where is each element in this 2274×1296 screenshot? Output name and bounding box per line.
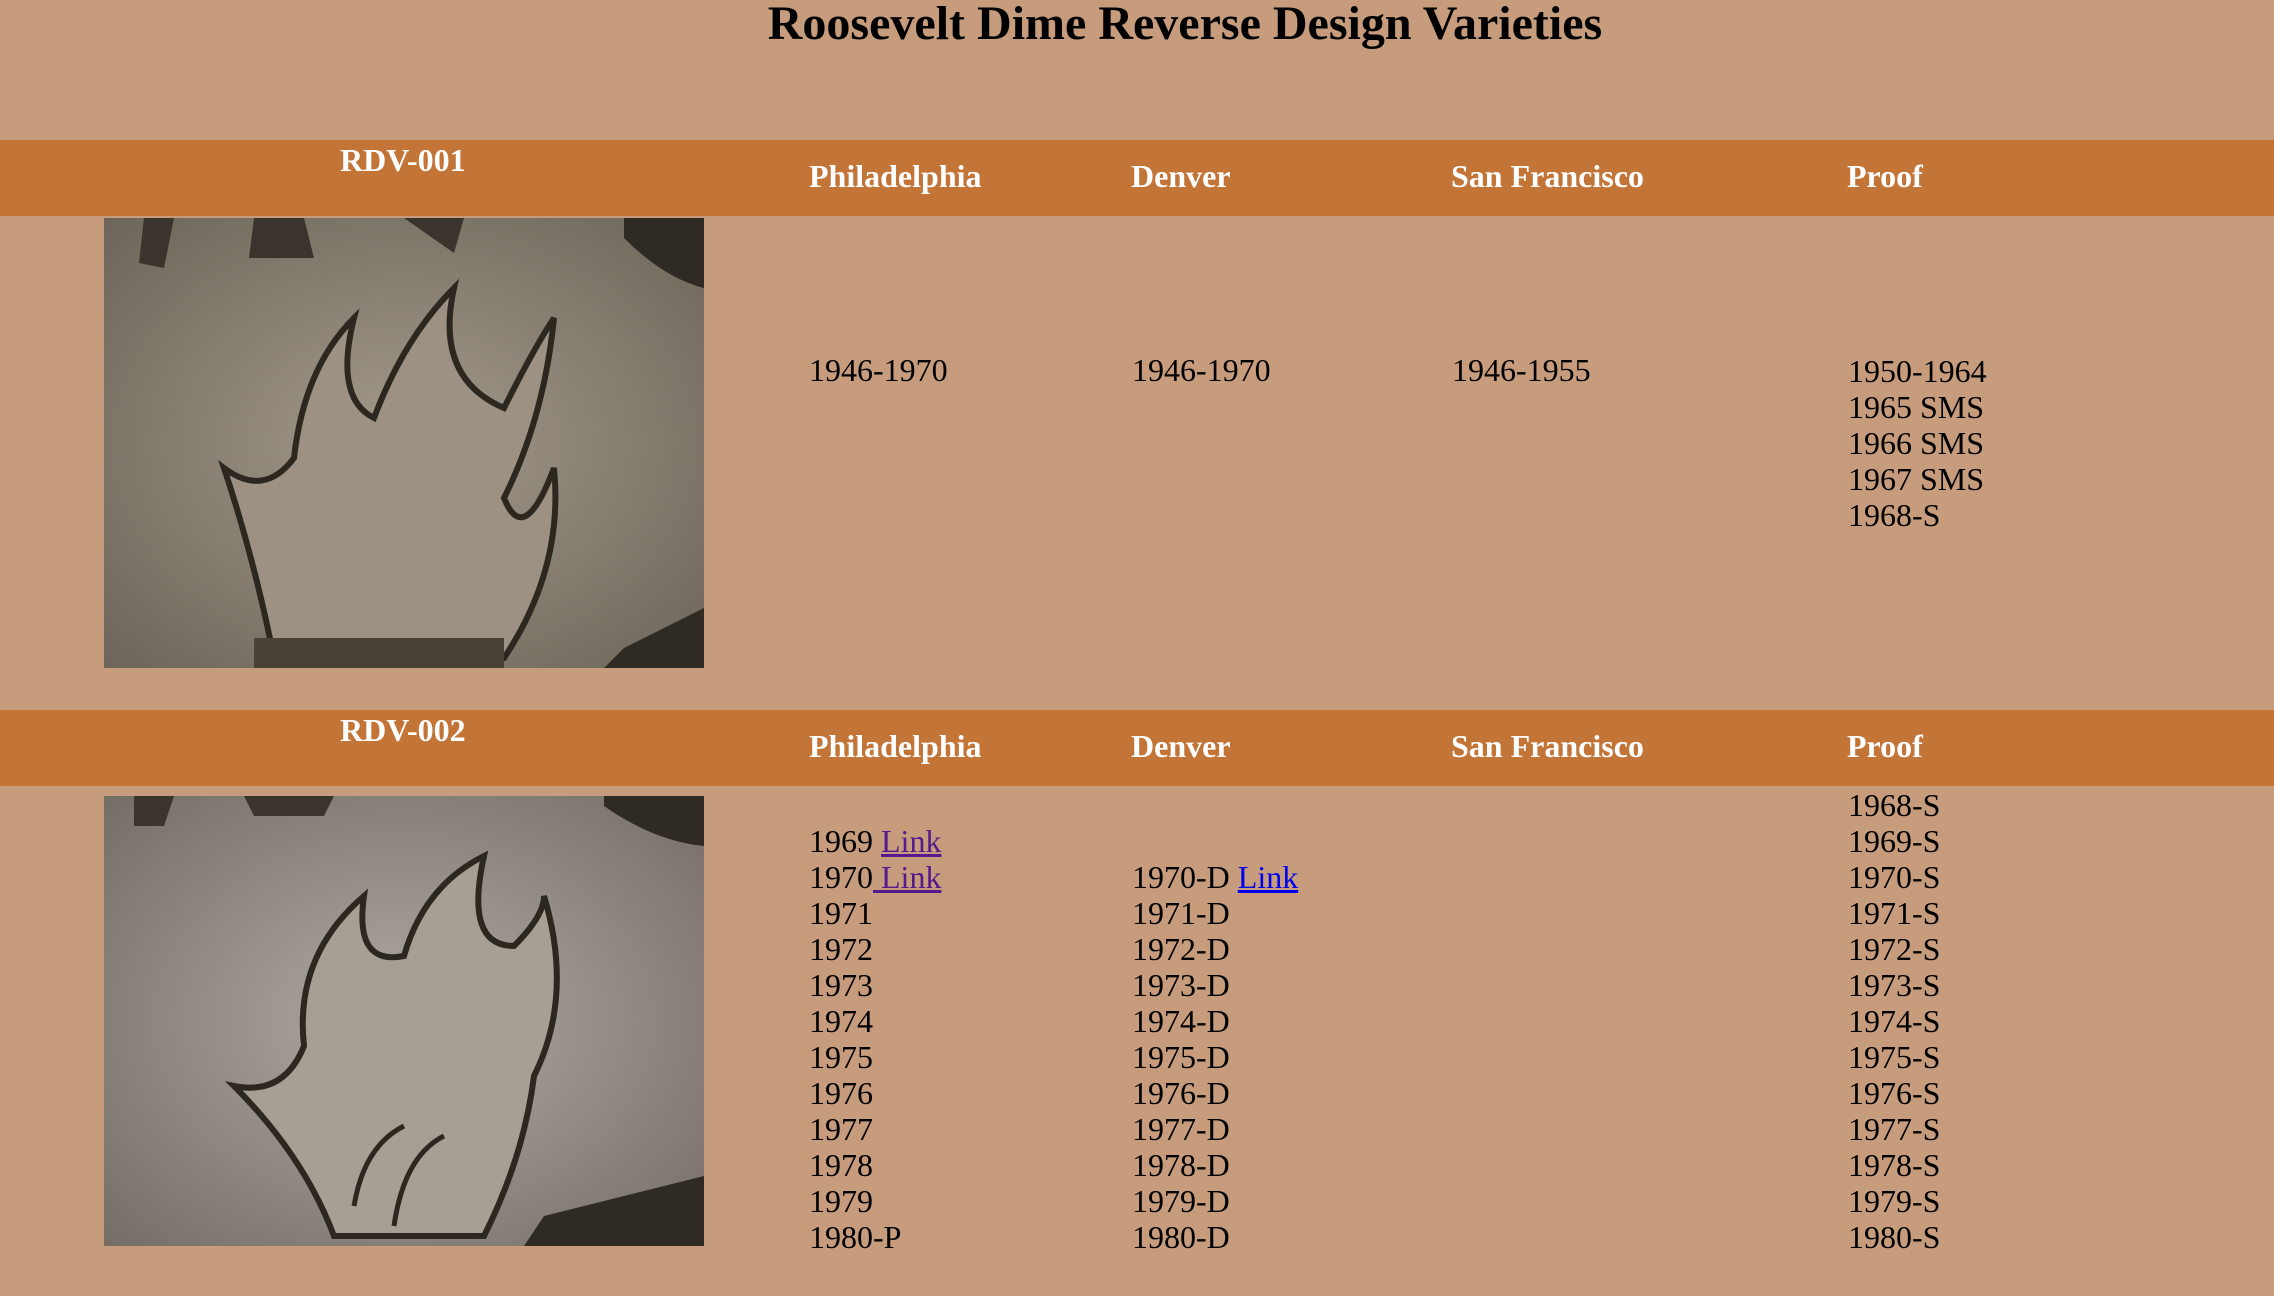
list-item: 1971-D [1132,895,1230,931]
list-item: 1980-P [809,1219,902,1255]
list-item: 1979-S [1848,1183,1941,1219]
list-item: 1975 [809,1039,873,1075]
section-header-rdv-002 [0,710,2274,786]
col-head-proof: Proof [1847,728,1923,764]
list-item: 1974-D [1132,1003,1230,1039]
variety-id: RDV-001 [340,142,466,178]
list-item: 1977-D [1132,1111,1230,1147]
year-text: 1969 [809,823,881,859]
list-item: 1976-S [1848,1075,1941,1111]
list-philadelphia-rdv-001 [809,352,948,388]
list-item: 1975-S [1848,1039,1941,1075]
list-item: 1973 [809,967,873,1003]
list-item: 1967 SMS [1848,461,1985,497]
list-item [809,823,941,859]
list-item: 1976-D [1132,1075,1230,1111]
list-item: 1971 [809,895,873,931]
list-item: 1966 SMS [1848,425,1985,461]
col-head-denver: Denver [1131,158,1231,194]
list-item: 1975-D [1132,1039,1230,1075]
list-item: 1974-S [1848,1003,1941,1039]
link-1970[interactable]: Link [873,859,942,895]
list-denver-rdv-002 [1132,859,1298,1255]
col-head-san-francisco: San Francisco [1451,158,1644,194]
list-item: 1977 [809,1111,873,1147]
list-denver-rdv-001 [1132,352,1271,388]
list-item: 1978 [809,1147,873,1183]
list-proof-rdv-001 [1848,353,1987,533]
link-1970-d[interactable]: Link [1237,859,1299,895]
list-item: 1970-S [1848,859,1941,895]
list-item: 1976 [809,1075,873,1111]
list-item: 1968-S [1848,497,1941,533]
list-item: 1946-1970 [809,352,948,388]
list-item: 1973-S [1848,967,1941,1003]
col-head-philadelphia: Philadelphia [809,158,982,194]
page-title: Roosevelt Dime Reverse Design Varieties [767,0,1603,50]
section-header-rdv-001 [0,140,2274,216]
col-head-san-francisco: San Francisco [1451,728,1644,764]
list-item: 1950-1964 [1848,353,1987,389]
list-item: 1971-S [1848,895,1941,931]
link-1969[interactable]: Link [881,823,942,859]
list-item: 1972-D [1132,931,1230,967]
list-philadelphia-rdv-002 [809,823,941,1255]
list-item: 1974 [809,1003,873,1039]
year-text: 1970-D [1132,859,1238,895]
list-item: 1946-1955 [1452,352,1591,388]
col-head-proof: Proof [1847,158,1923,194]
list-item: 1979-D [1132,1183,1230,1219]
list-item: 1968-S [1848,787,1941,823]
col-head-philadelphia: Philadelphia [809,728,982,764]
list-item: 1972-S [1848,931,1941,967]
list-san-francisco-rdv-001 [1452,352,1591,388]
torch-coin-photo [104,796,704,1246]
col-head-denver: Denver [1131,728,1231,764]
list-item: 1978-S [1848,1147,1941,1183]
year-text: 1970 [809,859,873,895]
list-proof-rdv-002 [1848,787,1940,1255]
list-item: 1965 SMS [1848,389,1985,425]
list-item: 1972 [809,931,873,967]
list-item: 1973-D [1132,967,1230,1003]
list-item: 1979 [809,1183,873,1219]
list-item [1132,859,1298,895]
torch-coin-photo [104,218,704,668]
list-item: 1980-D [1132,1219,1230,1255]
list-item: 1977-S [1848,1111,1941,1147]
list-item: 1946-1970 [1132,352,1271,388]
variety-id: RDV-002 [340,712,466,748]
list-item: 1978-D [1132,1147,1230,1183]
list-item: 1969-S [1848,823,1941,859]
list-item [809,859,941,895]
list-item: 1980-S [1848,1219,1941,1255]
